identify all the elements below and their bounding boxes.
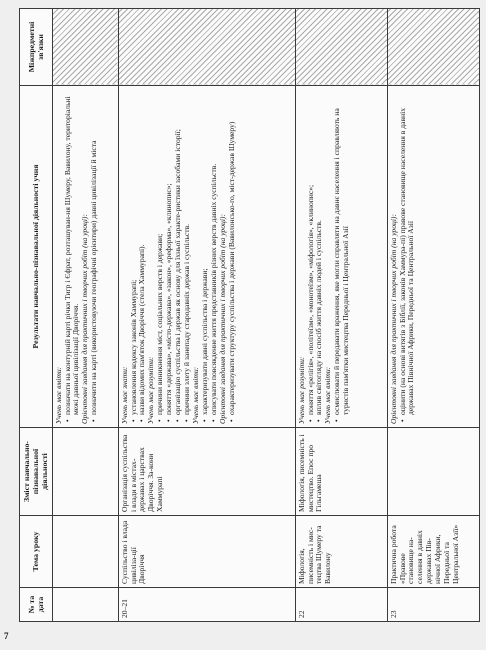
results-list <box>130 89 148 424</box>
results-item: • причини злету й занепаду стародавніх держав і суспільств. <box>183 89 192 415</box>
results-line: Орієнтовні завдання для практичних і творчих робіт (на уроці): <box>218 214 228 424</box>
cell-links <box>387 9 479 86</box>
results-list <box>201 89 219 424</box>
results-item: • оцінити (на основі витягів з Біблії, законів Хаммура-пі) правове становище населення в давніх державах Північної Африки, Передньої та Центральної Азії <box>399 89 417 415</box>
header-num: № та дата <box>20 588 53 622</box>
results-list <box>399 89 417 424</box>
cell-num <box>52 588 118 622</box>
cell-results <box>118 86 295 428</box>
results-item: • поняття «релігія», «політеїзм», «монотеїзм», «міфологія», «клинопис»; <box>307 89 316 415</box>
results-list <box>64 89 82 424</box>
cell-topic: Міфологія, писемність і мис-тецтва Шумеру та Вавилону <box>295 516 387 588</box>
results-line: Орієнтовні завдання для практичних і творчих робіт (на уроці): <box>80 214 90 424</box>
results-item: • поняття «держава», «місто-держава», «закон», «реформа», «клинопис»; <box>165 89 174 415</box>
cell-links <box>295 9 387 86</box>
header-results: Результати навчально-пізнавальної діяльності учня <box>20 86 53 428</box>
results-list <box>228 89 237 424</box>
cell-content <box>52 428 118 516</box>
page-number: 7 <box>4 631 9 641</box>
cell-results <box>387 86 479 428</box>
table-row <box>52 9 118 622</box>
results-item: • причини виникнення міст, соціальних верств і держави; <box>156 89 165 415</box>
results-item: • позначати на контурній карті річки Тигр і Єфрат, розташуван-ня Шумеру, Вавилону, територіальні межі давньої цивілізації Дворіччя. <box>64 89 82 415</box>
table-row <box>295 9 387 622</box>
results-item: • осмислювати й передавати враження, яке могли справляти на давнє населення і справляють на туристів пам'ятки мистецтва Передньої і Центральної Азії <box>333 89 351 415</box>
cell-topic: Суспільство і влада цивіліза-ції Дворіччя <box>118 516 295 588</box>
cell-num: 22 <box>295 588 387 622</box>
results-item: • організацію суспільства і держав як основу для їхньої характе-ристики засобами історії; <box>174 89 183 415</box>
cell-links <box>52 9 118 86</box>
table-header-row <box>20 9 53 622</box>
results-item: • вплив світогляду на спосіб життя давніх людей і суспільств. <box>315 89 324 415</box>
results-line: Учень має вміти: <box>323 366 333 424</box>
results-line: Орієнтовні завдання для практичних і творчих робіт (на уроці): <box>388 214 398 424</box>
header-links: Міжпредметні зв'язки <box>20 9 53 86</box>
header-topic: Тема уроку <box>20 516 53 588</box>
results-item: • охарактеризувати структуру суспільства і держави (Вавилонсько-го, міст-держав Шумеру) <box>228 89 237 415</box>
cell-content <box>387 428 479 516</box>
cell-topic: Практична робота «Правове становище на-селення в давніх державах Пів-нічної Африки, Передньої та Центральної Азії» <box>387 516 479 588</box>
results-line: Учень має розуміти: <box>146 356 156 424</box>
results-item: • позначити на карті (використовуючи географічні орієнтири) давні цивілізації й міста <box>90 89 99 415</box>
table-row <box>118 9 295 622</box>
cell-results <box>52 86 118 428</box>
header-content: Зміст навчально-пізнавальної діяльності <box>20 428 53 516</box>
cell-content: Міфологія, писемність і мистецтво. Епос про Гільгамеша <box>295 428 387 516</box>
results-line: Учень має знати: <box>119 366 129 424</box>
cell-topic <box>52 516 118 588</box>
cell-num: 23 <box>387 588 479 622</box>
table-row <box>387 9 479 622</box>
results-list <box>307 89 325 424</box>
results-item: • описувати повсякденне життя представників різних верств давніх суспільств. <box>210 89 219 415</box>
cell-num: 20–21 <box>118 588 295 622</box>
results-list <box>156 89 192 424</box>
curriculum-table <box>19 8 480 622</box>
results-line: Учень має вміти: <box>53 366 63 424</box>
table-sheet <box>19 9 480 622</box>
results-list <box>333 89 351 424</box>
rotated-table-container <box>19 9 480 622</box>
results-line: Учень має вміти: <box>191 366 201 424</box>
cell-results <box>295 86 387 428</box>
cell-links <box>118 9 295 86</box>
results-item: • характеризувати давні суспільства і держави; <box>201 89 210 415</box>
cell-content: Організація суспільства і влади в містах-державах і царствах Дворіччя. За-кони Хаммурапі <box>118 428 295 516</box>
results-item: • назви відомих пам'яток Дворіччя (стела Хаммурапі). <box>138 89 147 415</box>
results-item: • установлення кодексу законів Хаммурапі; <box>130 89 139 415</box>
results-list <box>90 89 99 424</box>
results-line: Учень має розуміти: <box>296 356 306 424</box>
